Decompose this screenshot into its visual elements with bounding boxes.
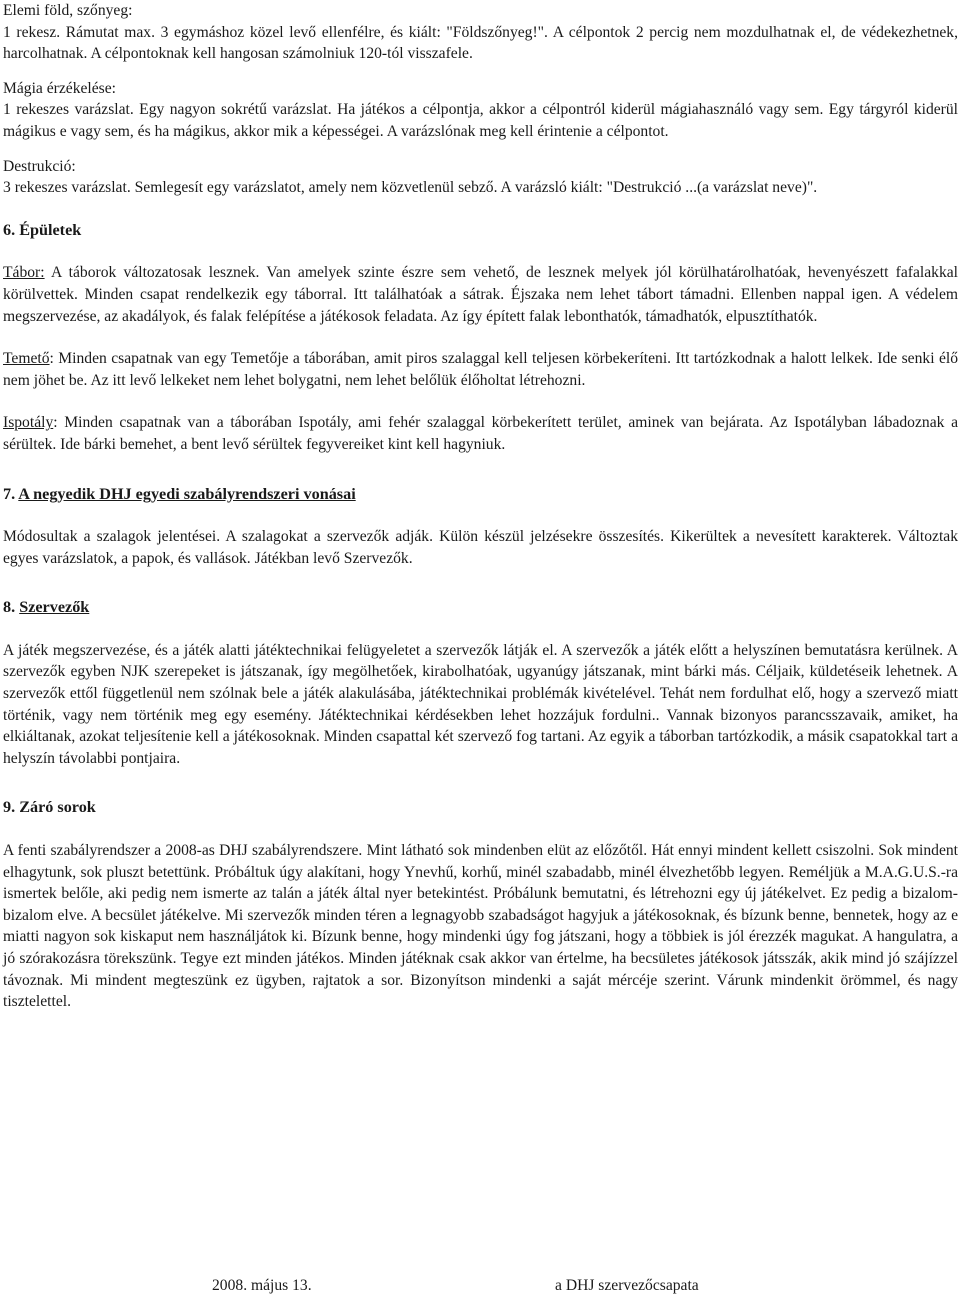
spell-description: 1 rekesz. Rámutat max. 3 egymáshoz közel levő ellenfélre, és kiált: "Földszőnyeg!". A célpontok 2 percig nem mozdulhatnak el, de védekezhetnek, harcolhatnak. A célpontoknak kell hangosan számolniuk 120-tól visszafele. (3, 23, 958, 63)
section-8-paragraph: A játék megszervezése, és a játék alatti játéktechnikai felügyeletet a szervezők látják el. A szervezők a játék előtt a helyszínen bemutatásra kerülnek. A szervezők egyben NJK szerepeket is játszanak, így megölhetőek, kirabolhatóak, ugyanúgy játszanak, mint bárki más. Céljaik, küldetéseik lehetnek. A szervezők ettől függetlenül nem szólnak bele a játék alakulásába, játéktechnikai problémák kivételével. Tehát nem fordulhat elő, hogy a szervező miatt történik, vagy nem történik meg egy esemény. Játéktechnikai kérdésekben lehet hozzájuk fordulni.. Vannak bizonyos parancsszavaik, amiket, ha elkiáltanak, azokat teljesítenie kell a játékosoknak. Minden csapattal két szervező fog tartani. Az egyik a táborban tartózkodik, a másik csapatokkal tart a helyszín távolabbi pontjaira. (3, 641, 958, 767)
heading-number: 7. (3, 484, 19, 503)
spell-title: Elemi föld, szőnyeg: (3, 2, 133, 19)
heading-title: Szervezők (19, 598, 90, 617)
document-footer (0, 1275, 960, 1297)
spell-block-destrukcio (3, 156, 958, 199)
footer-date: 2008. május 13. (212, 1277, 312, 1294)
building-label: Ispotály (3, 414, 54, 432)
building-paragraph-tabor (3, 262, 958, 327)
footer-signature: a DHJ szervezőcsapata (555, 1277, 699, 1294)
building-label: Tábor: (3, 264, 45, 282)
section-9-paragraph: A fenti szabályrendszer a 2008-as DHJ szabályrendszere. Mint látható sok mindenben elüt az előzőtől. Hát ennyi mindent kellett csiszolni. Sok mindent elhagytunk, sok pluszt betettünk. Próbáltuk úgy alakítani, hogy Ynevhű, korhű, minél szabadabb, minél élvezhetőbb legyen. Reméljük a M.A.G.U.S.-ra ismertek belőle, aki pedig nem ismerte az talán a játék által nyer betekintést. Próbálunk bemutatni, és létrehozni egy új játékelvet. Ez pedig a bizalom-bizalom elve. A becsület játékelve. Mi szervezők minden téren a legnagyobb szabadságot hagyjuk a játékosoknak, és bízunk benne, bennetek, hogy az e miatti nagyon sok kiskaput nem használjátok ki. Bízunk benne, hogy mindenki úgy fog játszani, hogy a többiek is jól érezzék magukat. A hangulatra, a jó szórakozásra törekszünk. Tegye ezt minden játékos. Minden játéknak csak akkor van értelme, ha becsületes játékosok játsszák, akik mind jó szájízzel távoznak. Mi mindent megteszünk ez ügyben, rajtatok a sor. Bizonyítson mindenki a saját mércéje szerint. Várunk mindenkit örömmel, és nagy tisztelettel. (3, 842, 958, 1011)
building-text: : Minden csapatnak van egy Temetője a táborában, amit piros szalaggal kell teljesen körbekeríteni. Itt tartózkodnak a halott lelkek. Ide senki élő nem jöhet be. Az itt levő lelkeket nem lehet bolygatni, nem lehet belőlük élőholtat létrehozni. (3, 350, 958, 389)
building-paragraph-temeto (3, 348, 958, 391)
document-page (3, 0, 958, 1013)
spell-block-foldszonyeg (3, 0, 958, 65)
building-text: A táborok változatosak lesznek. Van amelyek szinte észre sem vehető, de lesznek melyek jól körülhatárolhatóak, hevenyészett fafalakkal körülvettek. Minden csapat rendelkezik egy táborral. Itt találhatóak a sátrak. Éjszaka nem lehet tábort támadni. Ellenben nappal igen. A védelem megszervezése, az akadályok, és falak felépítése a játékosok feladata. Az így épített falak lebonthatók, támadhatók, elpusztíthatók. (3, 264, 958, 325)
heading-title: A negyedik DHJ egyedi szabályrendszeri vonásai (18, 484, 356, 503)
section-heading-7 (3, 484, 958, 506)
spell-title: Destrukció: (3, 157, 76, 175)
section-heading-6: 6. Épületek (3, 220, 82, 239)
building-paragraph-ispotaly (3, 412, 958, 455)
spell-description: 1 rekeszes varázslat. Egy nagyon sokrétű varázslat. Ha játékos a célpontja, akkor a célpontról kiderül mágiahasználó vagy sem. Egy tárgyról kiderül mágikus e vagy sem, és ha mágikus, akkor mik a képességei. A varázslónak meg kell érintenie a célpontot. (3, 101, 958, 140)
spell-title: Mágia érzékelése: (3, 79, 116, 97)
section-heading-9: 9. Záró sorok (3, 798, 96, 817)
spell-block-magia-erzekelese (3, 78, 958, 143)
section-7-paragraph: Módosultak a szalagok jelentései. A szalagokat a szervezők adják. Külön készül jelzésekre összesítés. Kikerültek a nevesített karakterek. Változtak egyes varázslatok, a papok, és vallások. Játékban levő Szervezők. (3, 528, 958, 567)
building-text: : Minden csapatnak van a táborában Ispotály, ami fehér szalaggal körbekerített terület, aminek van bejárata. Az Ispotályban lábadoznak a sérültek. Ide bárki bemehet, a bent levő sérültek fegyvereiket kint kell hagyniuk. (3, 414, 958, 453)
section-heading-8 (3, 597, 958, 619)
heading-number: 8. (3, 598, 20, 617)
building-label: Temető (3, 350, 50, 368)
spell-description: 3 rekeszes varázslat. Semlegesít egy varázslatot, amely nem közvetlenül sebző. A varázsló kiált: "Destrukció ...(a varázslat neve)". (3, 179, 818, 197)
